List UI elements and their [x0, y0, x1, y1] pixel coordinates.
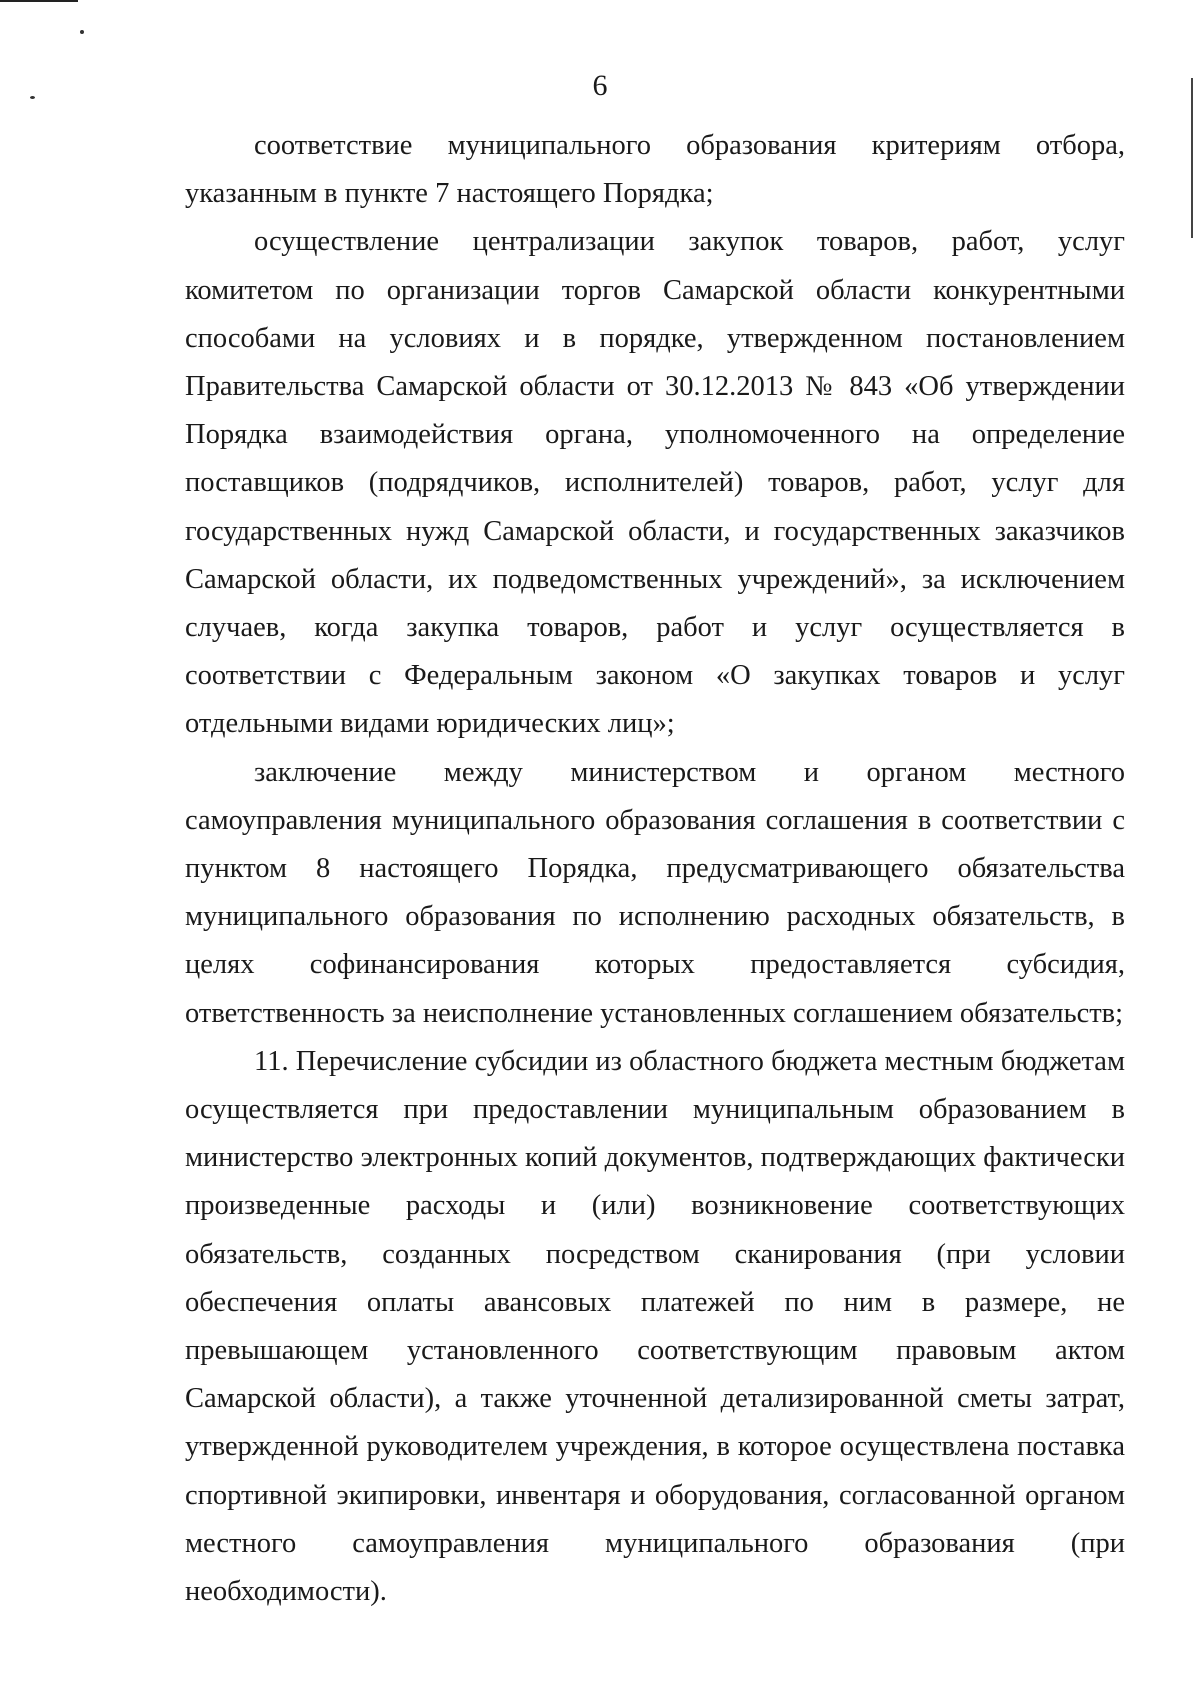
page-number: 6: [592, 69, 608, 102]
scan-speck: [80, 30, 84, 34]
paragraph-subsidy-transfer: 11. Перечисление субсидии из областного бюджета местным бюджетам осуществляется при предоставлении муниципальным образованием в министерство электронных копий документов, подтверждающих фактически произведенные расходы и (или) возникновение соответствующих обязательств, созданных посредством сканирования (при условии обеспечения оплаты авансовых платежей по ним в размере, не превышающем установленного соответствующим правовым актом Самарской области), а также уточненной детализированной сметы затрат, утвержденной руководителем учреждения, в которое осуществлена поставка спортивной экипировки, инвентаря и оборудования, согласованной органом местного самоуправления муниципального образования (при необходимости).: [185, 1045, 1125, 1608]
paragraph-selection-criteria: соответствие муниципального образования критериям отбора, указанным в пункте 7 настоящего Порядка;: [185, 130, 1125, 210]
scan-edge-mark: [0, 0, 78, 2]
paragraph-agreement: заключение между министерством и органом местного самоуправления муниципального образования соглашения в соответствии с пунктом 8 настоящего Порядка, предусматривающего обязательства муниципального образования по исполнению расходных обязательств, в целях софинансирования которых предоставляется субсидия, ответственность за неисполнение установленных соглашением обязательств;: [185, 756, 1125, 1029]
document-body: [185, 122, 1125, 1616]
paragraph-procurement-centralization: осуществление централизации закупок товаров, работ, услуг комитетом по организации торгов Самарской области конкурентными способами на условиях и в порядке, утвержденном постановлением Правительства Самарской области от 30.12.2013 № 843 «Об утверждении Порядка взаимодействия органа, уполномоченного на определение поставщиков (подрядчиков, исполнителей) товаров, работ, услуг для государственных нужд Самарской области, и государственных заказчиков Самарской области, их подведомственных учреждений», за исключением случаев, когда закупка товаров, работ и услуг осуществляется в соответствии с Федеральным законом «О закупках товаров и услуг отдельными видами юридических лиц»;: [185, 226, 1125, 740]
